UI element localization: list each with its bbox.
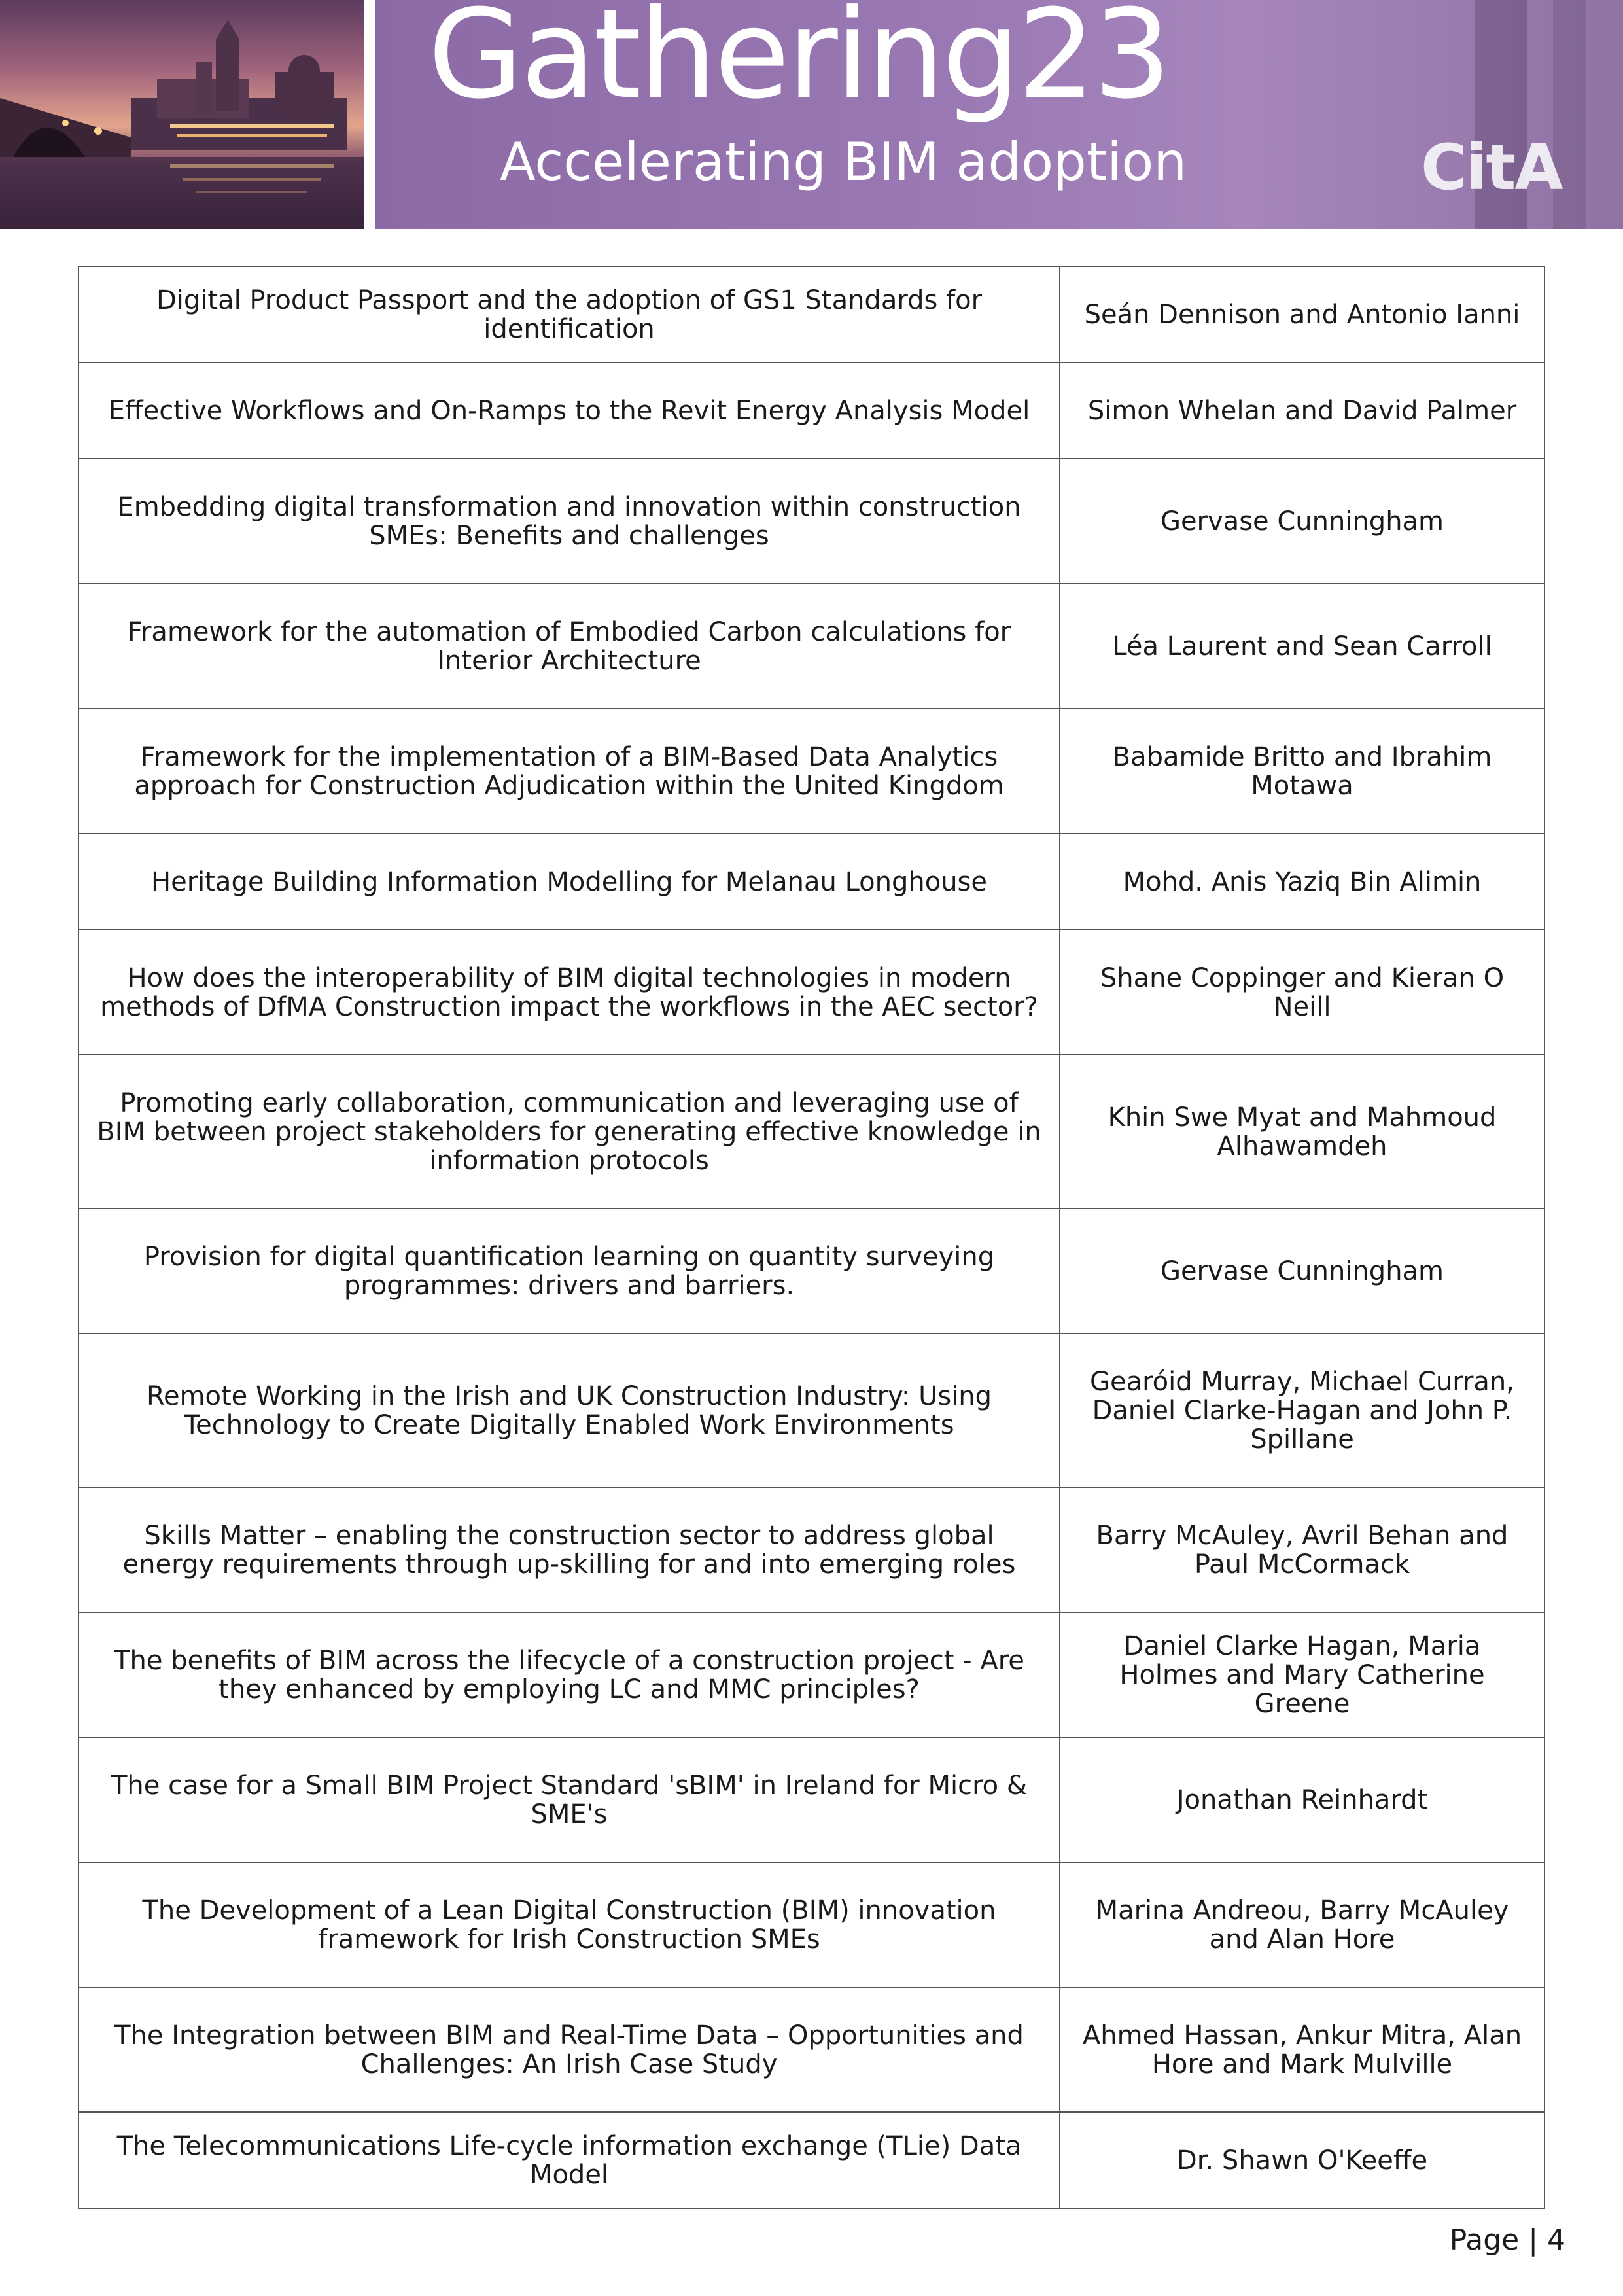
event-subtitle: Accelerating BIM adoption <box>500 132 1187 192</box>
talk-title: Framework for the automation of Embodied Carbon calculations for Interior Architecture <box>79 584 1060 709</box>
table-row <box>79 266 1544 362</box>
talk-authors: Gervase Cunningham <box>1060 459 1544 584</box>
table-row <box>79 459 1544 584</box>
table-row <box>79 1862 1544 1987</box>
event-year: 23 <box>1017 0 1169 126</box>
talk-authors: Gervase Cunningham <box>1060 1209 1544 1333</box>
event-title: Gathering23 <box>428 0 1169 116</box>
table-row <box>79 709 1544 834</box>
talk-title: Heritage Building Information Modelling for Melanau Longhouse <box>79 834 1060 930</box>
table-row <box>79 1612 1544 1737</box>
table-row <box>79 834 1544 930</box>
city-skyline-image <box>0 0 364 229</box>
talk-title: Effective Workflows and On-Ramps to the Revit Energy Analysis Model <box>79 362 1060 459</box>
table-row <box>79 1055 1544 1209</box>
table-row <box>79 1209 1544 1333</box>
table-row <box>79 1737 1544 1862</box>
talk-title: Skills Matter – enabling the construction sector to address global energy requirements through up-skilling for and into emerging roles <box>79 1487 1060 1612</box>
talk-title: The Telecommunications Life-cycle information exchange (TLie) Data Model <box>79 2112 1060 2208</box>
talk-title: How does the interoperability of BIM digital technologies in modern methods of DfMA Construction impact the workflows in the AEC sector? <box>79 930 1060 1055</box>
talk-authors: Marina Andreou, Barry McAuley and Alan Hore <box>1060 1862 1544 1987</box>
talk-title: Remote Working in the Irish and UK Construction Industry: Using Technology to Create Digitally Enabled Work Environments <box>79 1333 1060 1487</box>
talk-authors: Babamide Britto and Ibrahim Motawa <box>1060 709 1544 834</box>
table-row <box>79 930 1544 1055</box>
talk-authors: Khin Swe Myat and Mahmoud Alhawamdeh <box>1060 1055 1544 1209</box>
talk-title: The Integration between BIM and Real-Time Data – Opportunities and Challenges: An Irish Case Study <box>79 1987 1060 2112</box>
talk-authors: Ahmed Hassan, Ankur Mitra, Alan Hore and Mark Mulville <box>1060 1987 1544 2112</box>
talk-authors: Shane Coppinger and Kieran O Neill <box>1060 930 1544 1055</box>
talk-authors: Mohd. Anis Yaziq Bin Alimin <box>1060 834 1544 930</box>
talks-table <box>78 266 1545 2209</box>
talk-authors: Barry McAuley, Avril Behan and Paul McCormack <box>1060 1487 1544 1612</box>
talk-title: Promoting early collaboration, communication and leveraging use of BIM between project stakeholders for generating effective knowledge in information protocols <box>79 1055 1060 1209</box>
table-row <box>79 362 1544 459</box>
talk-title: The case for a Small BIM Project Standard 'sBIM' in Ireland for Micro & SME's <box>79 1737 1060 1862</box>
talk-title: Embedding digital transformation and innovation within construction SMEs: Benefits and challenges <box>79 459 1060 584</box>
cita-logo: CitA <box>1421 131 1562 204</box>
talk-title: Framework for the implementation of a BIM-Based Data Analytics approach for Construction Adjudication within the United Kingdom <box>79 709 1060 834</box>
talk-authors: Gearóid Murray, Michael Curran, Daniel Clarke-Hagan and John P. Spillane <box>1060 1333 1544 1487</box>
banner-city-photo <box>0 0 364 229</box>
talk-authors: Simon Whelan and David Palmer <box>1060 362 1544 459</box>
talk-title: The Development of a Lean Digital Construction (BIM) innovation framework for Irish Construction SMEs <box>79 1862 1060 1987</box>
table-row <box>79 1487 1544 1612</box>
talk-authors: Jonathan Reinhardt <box>1060 1737 1544 1862</box>
table-row <box>79 1333 1544 1487</box>
talk-authors: Seán Dennison and Antonio Ianni <box>1060 266 1544 362</box>
talk-title: Provision for digital quantification learning on quantity surveying programmes: drivers and barriers. <box>79 1209 1060 1333</box>
talk-title: The benefits of BIM across the lifecycle of a construction project - Are they enhanced by employing LC and MMC principles? <box>79 1612 1060 1737</box>
table-row <box>79 2112 1544 2208</box>
page-number: Page | 4 <box>1449 2223 1565 2257</box>
banner-title-panel <box>375 0 1623 229</box>
table-row <box>79 1987 1544 2112</box>
header-banner <box>0 0 1623 229</box>
talk-authors: Dr. Shawn O'Keeffe <box>1060 2112 1544 2208</box>
table-row <box>79 584 1544 709</box>
talk-authors: Léa Laurent and Sean Carroll <box>1060 584 1544 709</box>
talk-authors: Daniel Clarke Hagan, Maria Holmes and Mary Catherine Greene <box>1060 1612 1544 1737</box>
talk-title: Digital Product Passport and the adoption of GS1 Standards for identification <box>79 266 1060 362</box>
